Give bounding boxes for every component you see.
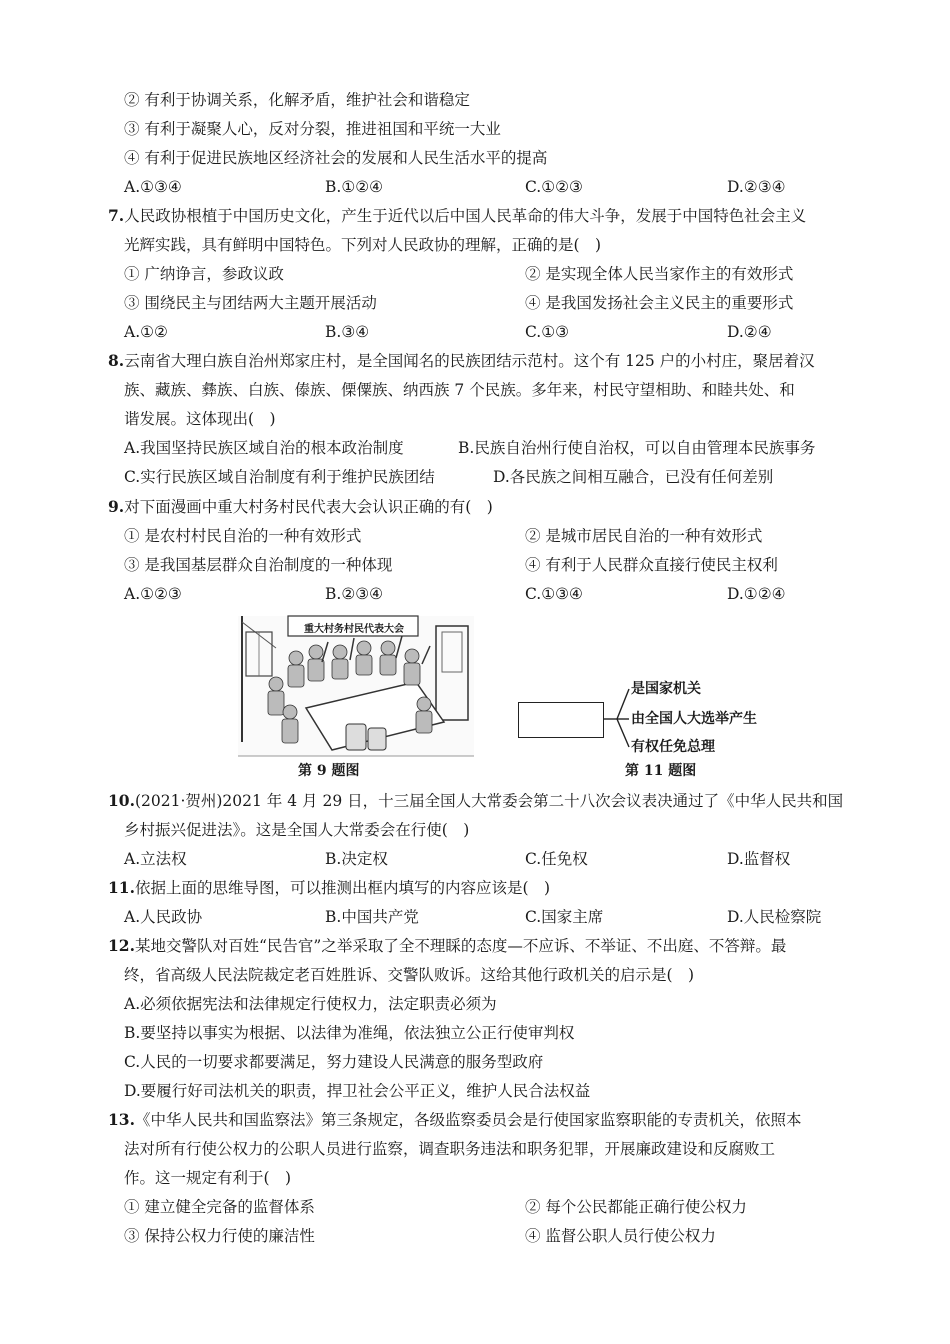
mindmap-branch-3: 有权任免总理: [631, 739, 715, 755]
q7-item-2: ② 是实现全体人民当家作主的有效形式: [525, 265, 794, 283]
q11-option-d: D.人民检察院: [727, 908, 822, 926]
q10-number: 10.: [108, 791, 135, 810]
q8-number: 8.: [108, 351, 125, 370]
q11-option-b: B.中国共产党: [325, 908, 419, 926]
q11-option-a: A.人民政协: [124, 908, 203, 926]
q9-item-2: ② 是城市居民自治的一种有效形式: [525, 527, 763, 545]
q9-option-a: A.①②③: [124, 585, 182, 603]
figure-9-cartoon: [236, 612, 476, 782]
q8-option-b: B.民族自治州行使自治权，可以自由管理本民族事务: [458, 439, 816, 457]
figure-11-caption: 第 11 题图: [625, 763, 697, 779]
q7-option-a: A.①②: [124, 323, 168, 341]
q6-option-c: C.①②③: [525, 178, 583, 196]
q12-option-b: B.要坚持以事实为根据、以法律为准绳，依法独立公正行使审判权: [124, 1024, 575, 1042]
q7-stem-line-1: 7.人民政协根植于中国历史文化，产生于近代以后中国人民革命的伟大斗争，发展于中国特色社会主义: [108, 206, 807, 225]
q12-stem-line-2: 终，省高级人民法院裁定老百姓胜诉、交警队败诉。这给其他行政机关的启示是( ): [124, 966, 695, 984]
q10-option-c: C.任免权: [525, 850, 588, 868]
q10-option-a: A.立法权: [124, 850, 187, 868]
q11-number: 11.: [108, 878, 135, 897]
q6-option-d: D.②③④: [727, 178, 786, 196]
q10-option-d: D.监督权: [727, 850, 791, 868]
q12-number: 12.: [108, 936, 135, 955]
q11-stem-line-1: 11.依据上面的思维导图，可以推测出框内填写的内容应该是( ): [108, 878, 551, 897]
meeting-banner-text: 重大村务村民代表大会: [304, 624, 404, 635]
q13-stem-line-3: 作。这一规定有利于( ): [124, 1169, 292, 1187]
q12-option-d: D.要履行好司法机关的职责，捍卫社会公平正义，维护人民合法权益: [124, 1082, 591, 1100]
q9-option-b: B.②③④: [325, 585, 384, 603]
mindmap-branch-2: 由全国人大选举产生: [631, 711, 757, 727]
q9-number: 9.: [108, 497, 125, 516]
q7-item-1: ① 广纳诤言，参政议政: [124, 265, 284, 283]
q9-item-1: ① 是农村村民自治的一种有效形式: [124, 527, 362, 545]
q13-item-1: ① 建立健全完备的监督体系: [124, 1198, 315, 1216]
q7-option-b: B.③④: [325, 323, 370, 341]
q9-item-4: ④ 有利于人民群众直接行使民主权利: [525, 556, 778, 574]
q6-item-3: ③ 有利于凝聚人心，反对分裂，推进祖国和平统一大业: [124, 120, 501, 138]
q13-item-4: ④ 监督公职人员行使公权力: [525, 1227, 716, 1245]
q7-option-d: D.②④: [727, 323, 772, 341]
q10-option-b: B.决定权: [325, 850, 388, 868]
q8-stem-line-3: 谐发展。这体现出( ): [124, 410, 276, 428]
q6-item-4: ④ 有利于促进民族地区经济社会的发展和人民生活水平的提高: [124, 149, 548, 167]
q8-option-d: D.各民族之间相互融合，已没有任何差别: [493, 468, 774, 486]
q8-stem-line-2: 族、藏族、彝族、白族、傣族、傈僳族、纳西族 7 个民族。多年来，村民守望相助、和睦共处、和: [124, 381, 795, 399]
q8-stem-line-1: 8.云南省大理白族自治州郑家庄村，是全国闻名的民族团结示范村。这个有 125 户的小村庄，聚居着汉: [108, 351, 815, 370]
q7-item-4: ④ 是我国发扬社会主义民主的重要形式: [525, 294, 794, 312]
q8-option-a: A.我国坚持民族区域自治的根本政治制度: [124, 439, 404, 457]
q13-stem-line-2: 法对所有行使公权力的公职人员进行监察，调查职务违法和职务犯罪，开展廉政建设和反腐败工: [124, 1140, 776, 1158]
q13-item-3: ③ 保持公权力行使的廉洁性: [124, 1227, 315, 1245]
figure-11-mindmap: [515, 672, 805, 782]
q7-option-c: C.①③: [525, 323, 570, 341]
q6-item-2: ② 有利于协调关系，化解矛盾，维护社会和谐稳定: [124, 91, 470, 109]
q9-option-d: D.①②④: [727, 585, 786, 603]
q7-number: 7.: [108, 206, 125, 225]
q7-stem-line-2: 光辉实践，具有鲜明中国特色。下列对人民政协的理解，正确的是( ): [124, 236, 602, 254]
q13-item-2: ② 每个公民都能正确行使公权力: [525, 1198, 747, 1216]
q13-stem-line-1: 13.《中华人民共和国监察法》第三条规定，各级监察委员会是行使国家监察职能的专责机关，依照本: [108, 1110, 802, 1129]
q9-item-3: ③ 是我国基层群众自治制度的一种体现: [124, 556, 393, 574]
q10-stem-line-1: 10.(2021·贺州)2021 年 4 月 29 日，十三届全国人大常委会第二十八次会议表决通过了《中华人民共和国: [108, 791, 844, 810]
q12-stem-line-1: 12.某地交警队对百姓“民告官”之举采取了全不理睬的态度—不应诉、不举证、不出庭、不答辩。最: [108, 936, 787, 955]
q12-option-a: A.必须依据宪法和法律规定行使权力，法定职责必须为: [124, 995, 497, 1013]
q12-option-c: C.人民的一切要求都要满足，努力建设人民满意的服务型政府: [124, 1053, 544, 1071]
q13-number: 13.: [108, 1110, 135, 1129]
q9-stem-line-1: 9.对下面漫画中重大村务村民代表大会认识正确的有( ): [108, 497, 493, 516]
q7-item-3: ③ 围绕民主与团结两大主题开展活动: [124, 294, 377, 312]
mindmap-branch-1: 是国家机关: [631, 681, 701, 697]
q9-option-c: C.①③④: [525, 585, 583, 603]
mindmap-blank-box: [518, 702, 604, 738]
q6-option-a: A.①③④: [124, 178, 182, 196]
q11-option-c: C.国家主席: [525, 908, 604, 926]
figure-9-caption: 第 9 题图: [298, 763, 360, 779]
q10-stem-line-2: 乡村振兴促进法》。这是全国人大常委会在行使( ): [124, 821, 470, 839]
q8-option-c: C.实行民族区域自治制度有利于维护民族团结: [124, 468, 435, 486]
q6-option-b: B.①②④: [325, 178, 384, 196]
